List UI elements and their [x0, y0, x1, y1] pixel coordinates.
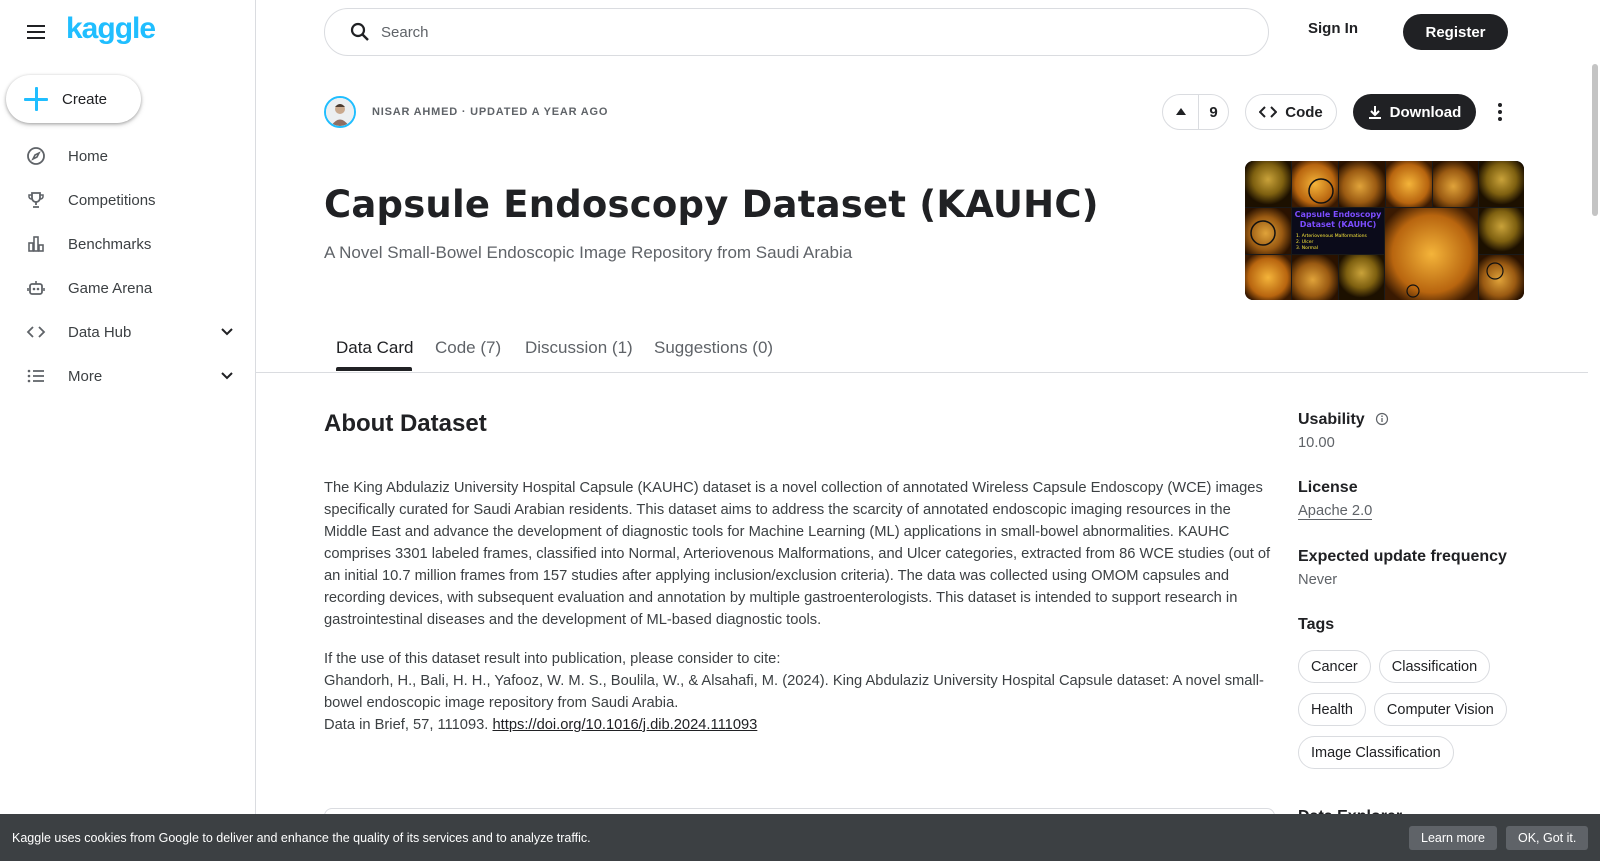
dataset-cover-image	[1245, 161, 1524, 300]
usability-value: 10.00	[1298, 435, 1335, 451]
code-brackets-icon	[26, 322, 46, 342]
info-icon[interactable]	[1375, 412, 1389, 426]
license-section	[1298, 479, 1372, 519]
upvote-control	[1162, 94, 1229, 130]
vote-count: 9	[1209, 103, 1218, 121]
sidebar-item-game-arena[interactable]	[0, 266, 256, 310]
owner-line: NISAR AHMED · UPDATED A YEAR AGO	[372, 106, 609, 118]
code-icon	[1259, 105, 1277, 119]
sidebar-item-label: Data Hub	[68, 323, 132, 341]
cover-title-line1: Capsule Endoscopy	[1294, 210, 1382, 219]
tags-heading	[1298, 616, 1334, 634]
license-link[interactable]: Apache 2.0	[1298, 503, 1373, 519]
compass-icon	[26, 146, 46, 166]
cookie-text: Kaggle uses cookies from Google to deliver and enhance the quality of its services and to analyze traffic.	[12, 830, 591, 845]
download-button[interactable]	[1353, 94, 1476, 130]
tag-chip[interactable]: Health	[1298, 693, 1366, 726]
tag-chip[interactable]: Image Classification	[1298, 736, 1454, 769]
cover-list-item: 3. Normal	[1296, 246, 1319, 251]
code-label: Code	[1285, 103, 1323, 121]
usability-section	[1298, 411, 1389, 451]
tab-code[interactable]: Code (7)	[435, 338, 502, 357]
chevron-down-icon[interactable]	[220, 324, 234, 338]
doi-link[interactable]: https://doi.org/10.1016/j.dib.2024.111093	[492, 717, 758, 733]
more-options-icon[interactable]	[1490, 100, 1510, 124]
upvote-button[interactable]	[1163, 95, 1199, 129]
update-frequency-section	[1298, 548, 1507, 588]
tag-chip[interactable]: Classification	[1379, 650, 1490, 683]
plus-icon	[23, 86, 49, 112]
tab-discussion[interactable]: Discussion (1)	[525, 338, 633, 357]
citation-reference: Ghandorh, H., Bali, H. H., Yafooz, W. M. S., Boulila, W., & Alsahafi, M. (2024). King Abdulaziz University Hospital Capsule dataset: A novel small-bowel endoscopic image repository from Saudi Arabia.	[324, 673, 1264, 711]
usability-heading	[1298, 411, 1389, 429]
tags-list	[1298, 650, 1528, 769]
citation-block	[324, 648, 1274, 736]
frequency-value: Never	[1298, 572, 1338, 588]
citation-journal-line	[324, 714, 1274, 736]
trophy-icon	[26, 190, 46, 210]
page-subtitle: A Novel Small-Bowel Endoscopic Image Repository from Saudi Arabia	[324, 243, 853, 262]
create-label: Create	[62, 90, 108, 108]
page-title: Capsule Endoscopy Dataset (KAUHC)	[324, 183, 1099, 226]
avatar[interactable]	[324, 96, 356, 128]
sidebar-item-data-hub[interactable]	[0, 310, 256, 354]
license-label: License	[1298, 479, 1358, 496]
bar-chart-icon	[26, 234, 46, 254]
sign-in-button[interactable]: Sign In	[1308, 20, 1358, 37]
robot-icon	[26, 278, 46, 298]
active-tab-indicator	[336, 367, 412, 371]
download-icon	[1368, 105, 1382, 119]
tag-chip[interactable]: Cancer	[1298, 650, 1371, 683]
menu-icon[interactable]	[24, 20, 48, 44]
sidebar-item-benchmarks[interactable]	[0, 222, 256, 266]
code-button[interactable]	[1245, 94, 1337, 130]
sidebar-item-more[interactable]	[0, 354, 256, 398]
tab-bar	[256, 332, 1588, 373]
sidebar-item-label: Benchmarks	[68, 235, 152, 253]
register-button[interactable]: Register	[1403, 14, 1508, 50]
about-heading: About Dataset	[324, 410, 487, 437]
learn-more-button[interactable]: Learn more	[1409, 826, 1497, 850]
cover-list-item: 1. Arteriovenous Malformations	[1296, 234, 1367, 239]
search-bar[interactable]	[324, 8, 1269, 56]
citation-intro: If the use of this dataset result into publication, please consider to cite:	[324, 651, 781, 667]
list-icon	[26, 366, 46, 386]
cookie-banner	[0, 814, 1600, 861]
sidebar-top	[24, 16, 48, 48]
tab-suggestions[interactable]: Suggestions (0)	[654, 338, 774, 357]
sidebar	[0, 0, 256, 861]
arrow-up-icon	[1175, 107, 1187, 117]
about-description: The King Abdulaziz University Hospital Capsule (KAUHC) dataset is a novel collection of annotated Wireless Capsule Endoscopy (WCE) images specifically curated for Saudi Arabian residents. This dataset aims to address the scarcity of annotated endoscopic imaging resources in the Middle East and advance the development of diagnostic tools for Machine Learning (ML) applications in small-bowel abnormalities. KAUHC comprises 3301 labeled frames, classified into Normal, Arteriovenous Malformations, and Ulcer categories, extracted from 86 WCE studies (out of an initial 10.7 million frames from 157 studies after applying inclusion/exclusion criteria). The data was collected using OMOM capsules and recording devices, with subsequent evaluation and annotation by multiple gastroenterologists. This dataset is intended to support research in gastrointestinal diseases and the development of ML-based diagnostic tools.	[324, 480, 1271, 628]
ok-got-it-button[interactable]: OK, Got it.	[1506, 826, 1588, 850]
sidebar-item-label: Competitions	[68, 191, 156, 209]
cover-list-item: 2. Ulcer	[1296, 240, 1314, 245]
usability-label: Usability	[1298, 411, 1365, 428]
sidebar-item-home[interactable]	[0, 134, 256, 178]
tags-label: Tags	[1298, 616, 1335, 633]
chevron-down-icon[interactable]	[220, 368, 234, 382]
search-input[interactable]	[381, 24, 1241, 41]
download-label: Download	[1389, 103, 1462, 121]
cover-title-line2: Dataset (KAUHC)	[1299, 220, 1377, 229]
sidebar-item-competitions[interactable]	[0, 178, 256, 222]
citation-journal: Data in Brief, 57, 111093.	[324, 717, 489, 733]
create-button[interactable]	[6, 75, 141, 123]
scrollbar-thumb[interactable]	[1592, 64, 1598, 216]
sidebar-item-label: Game Arena	[68, 279, 153, 297]
tab-data-card[interactable]: Data Card	[336, 338, 414, 357]
sidebar-item-label: Home	[68, 147, 109, 165]
sidebar-nav	[0, 134, 256, 398]
search-icon	[349, 21, 371, 43]
sidebar-item-label: More	[68, 367, 103, 385]
tag-chip[interactable]: Computer Vision	[1374, 693, 1507, 726]
kaggle-logo[interactable]: kaggle	[66, 12, 156, 45]
frequency-label: Expected update frequency	[1298, 548, 1507, 565]
